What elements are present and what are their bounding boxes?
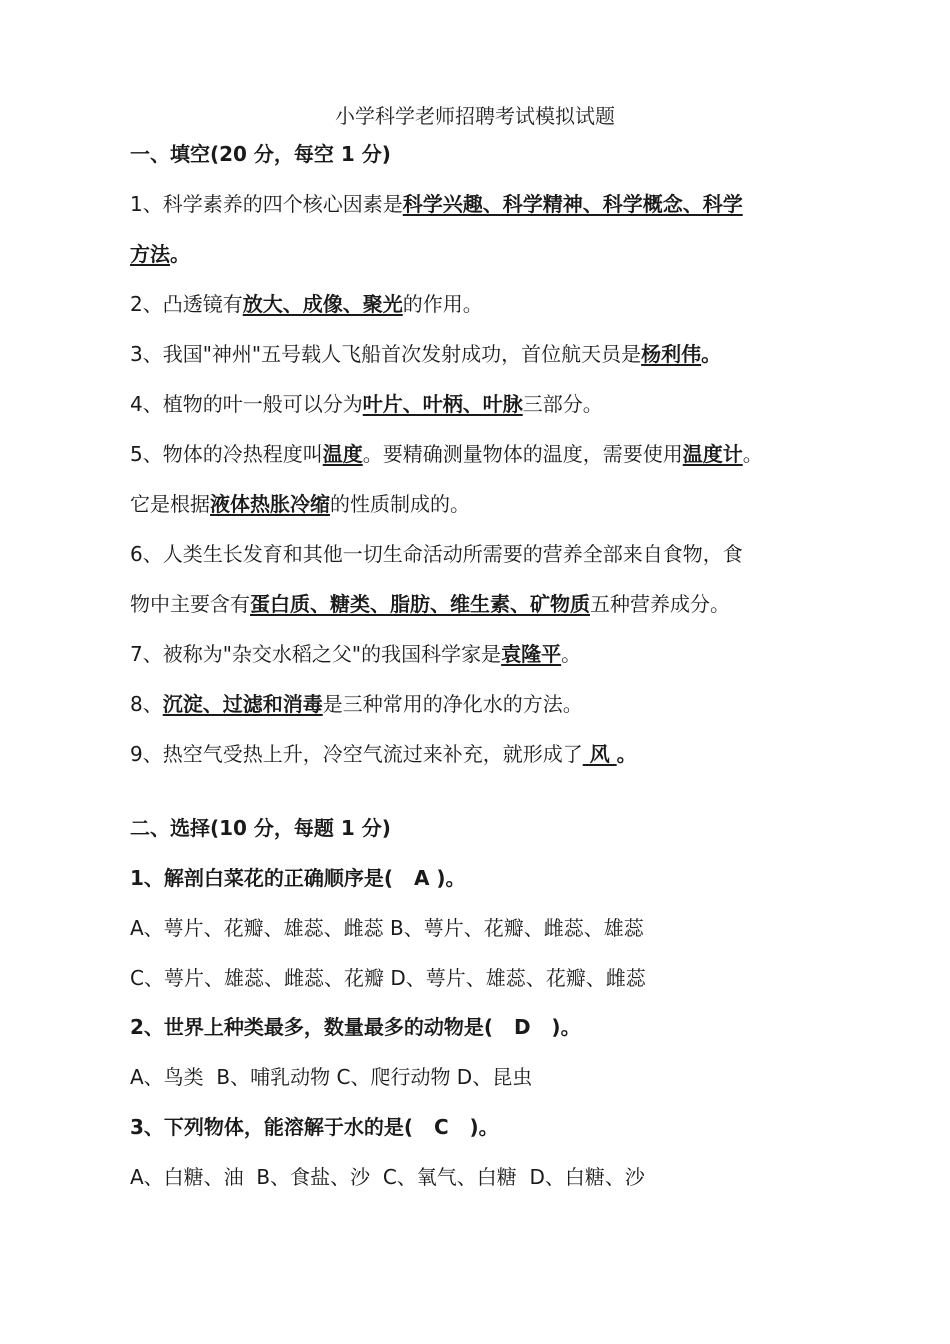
- question-1-5-cont: 它是根据液体热胀冷缩的性质制成的。: [130, 492, 470, 516]
- answer-text: 温度计: [682, 442, 743, 466]
- answer-text: 方法: [130, 242, 170, 266]
- question-1-1-cont: 方法。: [130, 242, 190, 266]
- question-1-9: 9、热空气受热上升，冷空气流过来补充，就形成了 风 。: [130, 742, 637, 766]
- question-1-2: 2、凸透镜有放大、成像、聚光的作用。: [130, 292, 483, 316]
- question-1-4: 4、植物的叶一般可以分为叶片、叶柄、叶脉三部分。: [130, 392, 603, 416]
- answer-text: 风: [582, 742, 617, 766]
- section1-heading: 一、填空(20 分，每空 1 分): [130, 142, 391, 166]
- question-1-5: 5、物体的冷热程度叫温度。要精确测量物体的温度，需要使用温度计。: [130, 442, 763, 466]
- answer-text: 科学兴趣、科学精神、科学概念、科学: [402, 192, 743, 216]
- answer-text: 蛋白质、糖类、脂肪、维生素、矿物质: [250, 592, 590, 616]
- question-2-2-options: A、鸟类 B、哺乳动物 C、爬行动物 D、昆虫: [130, 1065, 533, 1089]
- answer-text: 沉淀、过滤和消毒: [162, 692, 323, 716]
- question-2-2: 2、世界上种类最多，数量最多的动物是( D )。: [130, 1015, 581, 1039]
- question-2-3-options: A、白糖、油 B、食盐、沙 C、氧气、白糖 D、白糖、沙: [130, 1165, 645, 1189]
- answer-text: 液体热胀冷缩: [210, 492, 330, 516]
- answer-text: 杨利伟: [641, 342, 702, 366]
- question-2-1-options-ab: A、萼片、花瓣、雄蕊、雌蕊 B、萼片、花瓣、雌蕊、雄蕊: [130, 916, 644, 940]
- answer-text: 温度: [322, 442, 363, 466]
- question-1-8: 8、沉淀、过滤和消毒是三种常用的净化水的方法。: [130, 692, 583, 716]
- answer-text: 袁隆平: [501, 642, 562, 666]
- answer-text: 放大、成像、聚光: [242, 292, 403, 316]
- question-2-3: 3、下列物体，能溶解于水的是( C )。: [130, 1115, 499, 1139]
- page-title: 小学科学老师招聘考试模拟试题: [335, 104, 615, 128]
- question-1-1: 1、科学素养的四个核心因素是科学兴趣、科学精神、科学概念、科学: [130, 192, 743, 216]
- question-1-7: 7、被称为"杂交水稻之父"的我国科学家是袁隆平。: [130, 642, 582, 666]
- question-1-6: 6、人类生长发育和其他一切生命活动所需要的营养全部来自食物，食: [130, 542, 743, 566]
- section2-heading: 二、选择(10 分，每题 1 分): [130, 816, 391, 840]
- question-1-3: 3、我国"神州"五号载人飞船首次发射成功，首位航天员是杨利伟。: [130, 342, 722, 366]
- answer-text: 叶片、叶柄、叶脉: [362, 392, 523, 416]
- question-1-6-cont: 物中主要含有蛋白质、糖类、脂肪、维生素、矿物质五种营养成分。: [130, 592, 730, 616]
- question-2-1-options-cd: C、萼片、雄蕊、雌蕊、花瓣 D、萼片、雄蕊、花瓣、雌蕊: [130, 966, 646, 990]
- question-2-1: 1、解剖白菜花的正确顺序是( A )。: [130, 866, 466, 890]
